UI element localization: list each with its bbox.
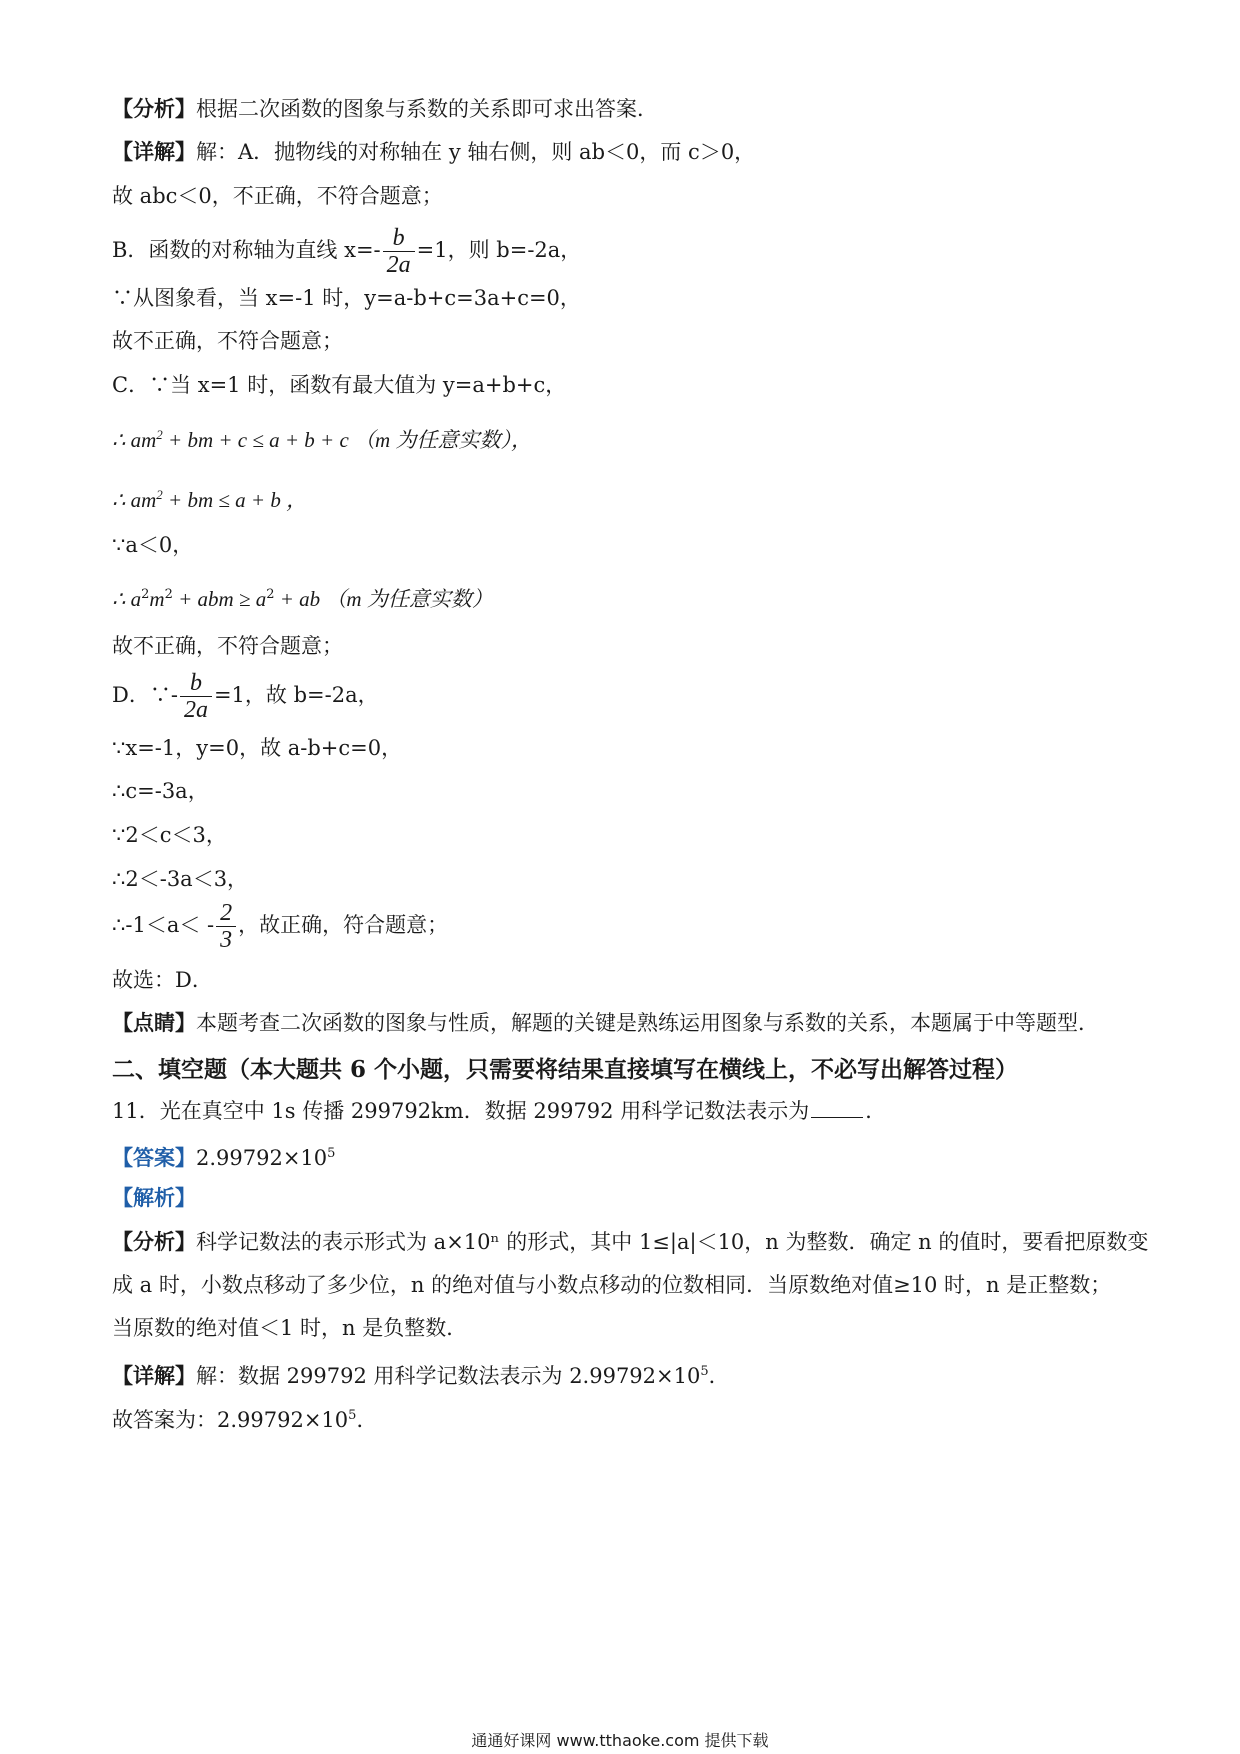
analysis-para-1: 【分析】科学记数法的表示形式为 a×10ⁿ 的形式，其中 1≤|a|＜10，n 为整数．确定 n 的值时，要看把原数变	[112, 1229, 1149, 1254]
text-line-conclusion: ∴-1＜a＜ - $\frac{2}{3}$ ，故正确，符合题意；	[112, 900, 449, 953]
analysis-para-2: 成 a 时，小数点移动了多少位，n 的绝对值与小数点移动的位数相同．当原数绝对值≥10 时，n 是正整数；	[112, 1273, 1112, 1297]
text-line: 故不正确，不符合题意；	[112, 634, 343, 658]
footer-watermark: 通通好课网 www.tthaoke.com 提供下载	[471, 1731, 769, 1750]
detail-line-a: 【详解】解：A．抛物线的对称轴在 y 轴右侧，则 ab＜0，而 c＞0，	[112, 139, 756, 164]
fraction: $\frac{b}{2a}$	[180, 670, 212, 723]
text-line: 故 abc＜0，不正确，不符合题意；	[112, 184, 443, 208]
question-11: 11．光在真空中 1s 传播 299792km．数据 299792 用科学记数法表示为 ．	[112, 1099, 887, 1123]
analysis-tag: 【分析】	[112, 96, 196, 121]
analysis-line: 【分析】根据二次函数的图象与系数的关系即可求出答案．	[112, 96, 658, 121]
text-line: ∵2＜c＜3，	[112, 823, 227, 847]
math-line: ∴ $am^2$ + bm + c ≤ a + b + c （m 为任意实数），	[112, 427, 532, 452]
text-line: C．∵当 x=1 时，函数有最大值为 y=a+b+c，	[112, 373, 567, 397]
text-line: ∴c=-3a，	[112, 779, 209, 803]
text-line-d: D．∵- $\frac{b}{2a}$ =1，故 b=-2a，	[112, 670, 379, 723]
fraction: $\frac{b}{2a}$	[383, 225, 415, 278]
text-line: ∴2＜-3a＜3，	[112, 867, 249, 891]
comment-line: 【点睛】本题考查二次函数的图象与性质，解题的关键是熟练运用图象与系数的关系，本题属于中等题型．	[112, 1010, 1099, 1035]
text-line: ∵从图象看，当 x=-1 时，y=a-b+c=3a+c=0，	[112, 286, 581, 310]
text-line: ∵a＜0，	[112, 533, 194, 557]
text-line: 故选：D．	[112, 968, 213, 992]
explanation-heading: 【解析】	[112, 1185, 196, 1210]
final-answer-line: 故答案为：$2.99792\times 10^5$．	[112, 1408, 378, 1432]
detail-line: 【详解】解：数据 299792 用科学记数法表示为 $2.99792\times 10^5$．	[112, 1363, 730, 1388]
answer-line: 【答案】$2.99792\times 10^5$	[112, 1145, 336, 1170]
text-line-b: B．函数的对称轴为直线 x=- $\frac{b}{2a}$ =1，则 b=-2a，	[112, 225, 582, 278]
analysis-para-3: 当原数的绝对值＜1 时，n 是负整数．	[112, 1316, 468, 1340]
text-line: 故不正确，不符合题意；	[112, 329, 343, 353]
section-heading: 二、填空题（本大题共 6 个小题，只需要将结果直接填写在横线上，不必写出解答过程）	[112, 1056, 1019, 1083]
answer-blank	[811, 1097, 863, 1118]
fraction: $\frac{2}{3}$	[216, 900, 236, 953]
text-line: ∵x=-1，y=0，故 a-b+c=0，	[112, 736, 403, 760]
math-line: ∴ $am^2$ + bm ≤ a + b ，	[112, 487, 308, 512]
math-line: ∴ $a^2m^2$ + abm ≥ $a^2$ + ab （m 为任意实数）	[112, 587, 493, 611]
